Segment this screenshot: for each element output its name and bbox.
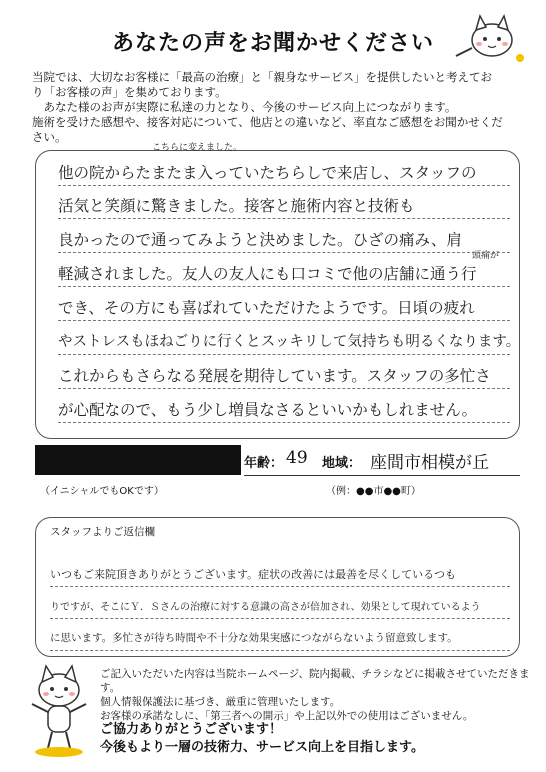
footer-notes: ご記入いただいた内容は当院ホームページ、院内掲載、チラシなどに掲載させていただきます。 個人情報保護法に基づき、厳重に管理いたします。 お客様の承諾なしに、「第三者への開示」や上記以外での使用はございません。 (100, 668, 530, 722)
feedback-line: でき、その方にも喜ばれていただけたようです。日頃の疲れ (58, 299, 475, 317)
area-label: 地域： (322, 456, 362, 471)
handwritten-note: こちらに変えました。 (152, 143, 243, 153)
age-value: 49 (286, 448, 308, 468)
feedback-line: が心配なので、もう少し増員なさるといいかもしれません。 (58, 401, 478, 419)
name-hint: （イニシャルでもOKです） (40, 486, 164, 497)
feedback-line: 良かったので通ってみようと決めました。ひざの痛み、肩 (58, 231, 462, 249)
feedback-line: 他の院からたまたま入っていたちらしで来店し、スタッフの (58, 164, 477, 182)
cat-mascot-icon (452, 10, 532, 66)
area-hint: （例：●●市●●町） (326, 486, 421, 497)
thanks-message: ご協力ありがとうございます！ (100, 722, 283, 737)
feedback-line: やストレスもほねごりに行くとスッキリして気持ちも明るくなります。 (58, 334, 521, 350)
reply-line: りですが、そこにＹ．Ｓさんの治療に対する意識の高さが倍加され、効果として現れているよう (50, 602, 481, 613)
reply-label: スタッフよりご返信欄 (50, 526, 155, 538)
area-value: 座間市相模が丘 (370, 453, 489, 473)
page-title: あなたの声をお聞かせください (111, 31, 434, 56)
redacted-name (35, 445, 241, 475)
feedback-line: 軽減されました。友人の友人にも口コミで他の店舗に通う行 (58, 265, 477, 283)
intro-text: 当院では、大切なお客様に「最高の治療」と「親身なサービス」を提供したいと考えてお り「お客様の声」を集めております。 あなた様のお声が実際に私達の力となり、今後のサービス向上につながります。 施術を受けた感想や、接客対応について、他店との違いなど、率直なご感想をお聞かせくだ さい。 (32, 70, 503, 144)
reply-line: に思います。多忙さが待ち時間や不十分な効果実感につながらないよう留意致します。 (50, 632, 458, 644)
cat-mascot-icon (22, 660, 96, 760)
feedback-line: これからもさらなる発展を期待しています。スタッフの多忙さ (58, 367, 491, 385)
handwritten-note-2: 頭痛が (472, 251, 500, 261)
reply-line: いつもご来院頂きありがとうございます。症状の改善には最善を尽くしているつも (50, 568, 457, 581)
feedback-line: 活気と笑顔に驚きました。接客と施術内容と技術も (58, 197, 415, 215)
age-label: 年齢： (244, 456, 284, 471)
goal-message: 今後もより一層の技術力、サービス向上を目指します。 (100, 740, 424, 755)
